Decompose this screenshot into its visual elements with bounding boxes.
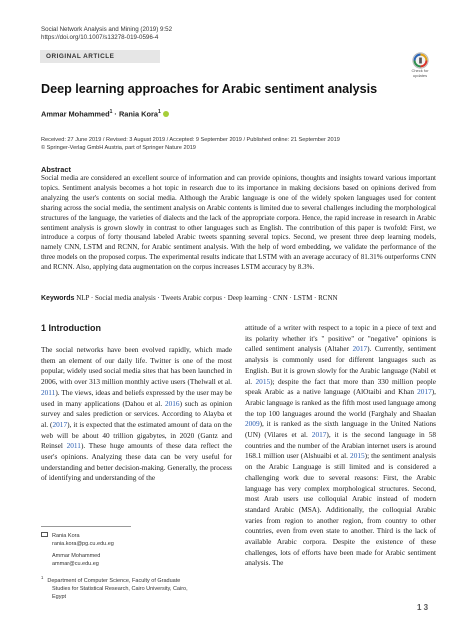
affiliation-line: Studies for Statistical Research, Cairo University, Cairo,	[52, 586, 188, 592]
body-text: attitude of a writer with respect to a topic in a piece of text and its polarity whether it's " positive" or "negative" opinions is called sentiment analysis (Altaher	[245, 323, 436, 354]
affiliation-line: Egypt	[52, 594, 67, 600]
abstract-text: Social media are considered an excellent source of information and can provide opinions, thoughts and insights toward various important topics. Sentiment analysis becomes a hot topic in research due to its importance in making decisions based on opinions derived from analyzing the user's contents on social media. Although the Arabic language is one of the widely spoken languages used for content sharing across the social media, the sentiment analysis on Arabic contents is limited due to several challenges including the morphological structures of the language, the varieties of dialects and the lack of the appropriate corpora. Hence, the rapid increase in research in Arabic sentiment analysis is grown slowly in contrast to other languages such as English. The contribution of this paper is twofold: First, we introduce a corpus of forty thousand labeled Arabic tweets spanning several topics. Second, we present three deep learning models, namely CNN, LSTM and RCNN, for Arabic sentiment analysis. With the help of word embedding, we validate the performance of the three models on the proposed corpus. The experimental results indicate that LSTM with an average accuracy of 81.31% outperforms CNN and RCNN. Also, applying data augmentation on the corpus increases LSTM accuracy by 8.3%.	[41, 174, 436, 272]
paper-title: Deep learning approaches for Arabic sentiment analysis	[41, 82, 378, 96]
keywords-line	[41, 294, 436, 302]
author-list	[41, 109, 169, 118]
citation-link[interactable]: 2017	[311, 430, 327, 440]
publication-dates	[41, 136, 340, 152]
article-type-label: ORIGINAL ARTICLE	[46, 53, 115, 60]
journal-line: Social Network Analysis and Mining (2019) 9:52	[41, 26, 173, 33]
citation-link[interactable]: 2017	[52, 419, 68, 429]
doi-link[interactable]: https://doi.org/10.1007/s13278-019-0596-4	[41, 34, 159, 41]
footnote-divider	[41, 526, 131, 527]
author-separator: ·	[112, 109, 119, 119]
author-affiliation-sup: 1	[157, 109, 161, 115]
author-name[interactable]: Ammar Mohammed	[41, 109, 110, 119]
body-text: ), it is ranked as the sixth language in the United Nations (UN) (Vilares et al.	[245, 419, 436, 440]
intro-right-column	[245, 323, 436, 569]
citation-link[interactable]: 2017	[417, 387, 432, 397]
body-text: ); the sentiment analysis on the Arabic Language is still limited and is considered a challenging work due to several reasons: First, the Arabic language has very complex morphological structures. Second, most Arab users use colloquial Arabic instead of modern standard Arabic (MSA). Additionally, the colloquial Arabic varies from region to another region, from country to other countries, even from even state to another. Third is the lack of available Arabic corpora. Despite the existence of these challenges, lots of efforts have been made for Arabic sentiment analysis. The	[245, 451, 437, 568]
check-updates-line2: updates	[412, 72, 428, 78]
body-text: ). The views, ideas and beliefs expressed by the user may be used in many applications (Dahou et al.	[41, 387, 232, 408]
contact-email[interactable]: ammar@cu.edu.eg	[52, 561, 99, 567]
body-text: ). Currently, sentiment analysis is commonly used for different languages such as English. But it is grown slowly for the Arabic language (Nabil et al.	[245, 344, 437, 386]
contact-block-1	[41, 532, 114, 548]
history-dates: Received: 27 June 2019 / Revised: 3 August 2019 / Accepted: 9 September 2019 / Published online: 21 September 2019	[41, 137, 340, 143]
citation-link[interactable]: 2011	[41, 387, 56, 397]
body-text: The social networks have been evolved rapidly, which made them an element of our daily life. Twitter is one of the most popular, widely used social media sites that has been launched in 2006, with over 313 million monthly active users (Thelwall et al.	[41, 345, 232, 387]
check-updates-icon	[412, 52, 429, 69]
affiliation-sup: 1	[41, 575, 44, 580]
body-text: ), it is the second language in 58 countries and the number of the Arabian internet users is around 168.1 million user (Alshuaibi et al.	[245, 430, 436, 461]
article-type-badge	[40, 50, 160, 63]
keywords-label: Keywords	[41, 295, 75, 302]
contact-name: Ammar Mohammed	[52, 553, 101, 559]
citation-link[interactable]: 2009	[245, 419, 260, 429]
citation-link[interactable]: 2015	[350, 451, 365, 461]
body-text: ) such as opinion survey and sales prediction or services. According to Alayba et al. (	[41, 398, 232, 429]
citation-link[interactable]: 2011	[66, 441, 81, 451]
section-heading: 1 Introduction	[41, 323, 101, 333]
body-text: ), it is expected that the estimated amount of data on the web will be about 40 trillion gigabytes, in 2020 (Gantz and Reinsel	[41, 419, 232, 451]
check-updates-line1: Check for	[411, 68, 429, 73]
page-number: 1 3	[417, 603, 429, 612]
journal-header	[41, 26, 172, 42]
body-text: ). These huge amounts of these data reflect the user's opinions. Analyzing these data can be very useful for understanding and better decision-making. Generally, the process of identifying and understanding of the	[41, 441, 232, 483]
contact-block-2	[52, 552, 100, 568]
check-for-updates-badge[interactable]	[405, 52, 435, 78]
intro-left-column	[41, 345, 232, 484]
citation-link[interactable]: 2016	[164, 398, 180, 408]
citation-link[interactable]: 2017	[352, 344, 368, 354]
author-affiliation-sup: 1	[109, 109, 113, 115]
envelope-icon	[41, 532, 48, 537]
affiliation-block	[41, 574, 188, 601]
copyright-line: © Springer-Verlag GmbH Austria, part of Springer Nature 2019	[41, 145, 196, 151]
body-text: ), Arabic language is ranked as the fifth most used language among the top 100 languages around the world (Farghaly and Shaalan	[245, 387, 436, 418]
affiliation-line: Department of Computer Science, Faculty of Graduate	[47, 578, 181, 584]
author-name[interactable]: Rania Kora	[118, 109, 158, 119]
orcid-icon[interactable]	[163, 111, 169, 117]
abstract-heading: Abstract	[41, 165, 71, 174]
citation-link[interactable]: 2015	[255, 376, 271, 386]
keywords-list: NLP · Social media analysis · Tweets Arabic corpus · Deep learning · CNN · LSTM · RCNN	[76, 294, 338, 302]
body-text: ); despite the fact that more than 330 million people speak Arabic as a native language (AlOtaibi and Khan	[245, 376, 436, 397]
contact-name: Rania Kora	[52, 533, 80, 539]
contact-email[interactable]: rania.kora@pg.cu.edu.eg	[52, 541, 114, 547]
